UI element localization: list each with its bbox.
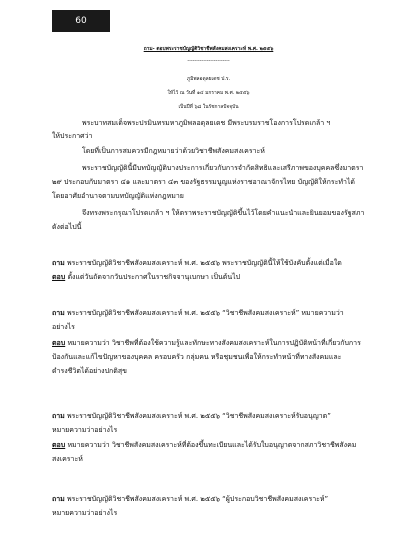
answer-block [52, 338, 361, 348]
question-label: ถาม [52, 495, 65, 503]
question-text: พระราชบัญญัติวิชาชีพสังคมสงเคราะห์ พ.ศ. ๒๕๕๖ “ผู้ประกอบวิชาชีพสังคมสงเคราะห์” [67, 495, 329, 503]
reign-year: เป็นปีที่ ๖๘ ในรัชกาลปัจจุบัน [178, 104, 239, 110]
preamble-line: จึงทรงพระกรุณาโปรดเกล้า ฯ ให้ตราพระราชบัญญัติขึ้นไว้โดยคำแนะนำและยินยอมของรัฐสภา [82, 209, 365, 217]
question-block [52, 494, 328, 504]
preamble-line: พระบาทสมเด็จพระปรมินทรมหาภูมิพลอดุลยเดช มีพระบรมราชโองการโปรดเกล้า ฯ [82, 119, 331, 127]
question-label: ถาม [52, 259, 65, 267]
question-label: ถาม [52, 412, 65, 420]
king-signature: ภูมิพลอดุลยเดช ป.ร. [186, 76, 231, 82]
answer-text: ป้องกันและแก้ไขปัญหาของบุคคล ครอบครัว กลุ่มคน หรือชุมชนเพื่อให้กระทำหน้าที่ทางสังคมและ [52, 353, 342, 361]
question-text: พระราชบัญญัติวิชาชีพสังคมสงเคราะห์ พ.ศ. ๒๕๕๖ “วิชาชีพสังคมสงเคราะห์รับอนุญาต” [67, 412, 331, 420]
answer-text: หมายความว่า วิชาชีพสังคมสงเคราะห์ที่ต้องขึ้นทะเบียนและได้รับใบอนุญาตจากสภาวิชาชีพสังคม [67, 441, 357, 449]
preamble-line: พระราชบัญญัตินี้มีบทบัญญัติบางประการเกี่ยวกับการจำกัดสิทธิและเสรีภาพของบุคคลซึ่งมาตรา [82, 164, 364, 172]
question-text: หมายความว่าอย่างไร [52, 509, 118, 517]
question-text: หมายความว่าอย่างไร [52, 426, 118, 434]
answer-block [52, 440, 356, 450]
question-text: อย่างไร [52, 323, 75, 331]
preamble-line: โดยอาศัยอำนาจตามบทบัญญัติแห่งกฎหมาย [52, 192, 184, 200]
page-number-badge: 60 [52, 10, 110, 32]
answer-label: ตอบ [52, 339, 66, 347]
answer-text: ตั้งแต่วันถัดจากวันประกาศในราชกิจจานุเบกษา เป็นต้นไป [67, 273, 241, 281]
question-block [52, 258, 342, 268]
question-label: ถาม [52, 309, 65, 317]
question-block [52, 411, 331, 421]
answer-text: ดำรงชีวิตได้อย่างปกติสุข [52, 367, 127, 375]
title-separator: ------------------------ [187, 58, 230, 64]
answer-label: ตอบ [52, 441, 66, 449]
answer-text: สงเคราะห์ [52, 455, 83, 463]
document-title: ถาม- ตอบพระราชบัญญัติวิชาชีพสังคมสงเคราะห์ พ.ศ. ๒๕๕๖ [143, 46, 274, 52]
preamble-line: ให้ประกาศว่า [52, 132, 93, 140]
given-date: ให้ไว้ ณ วันที่ ๑๔ มกราคม พ.ศ. ๒๕๕๖ [167, 90, 250, 96]
answer-text: หมายความว่า วิชาชีพที่ต้องใช้ความรู้และทักษะทางสังคมสงเคราะห์ในการปฏิบัติหน้าที่เกี่ยวกับการ [67, 339, 361, 347]
answer-label: ตอบ [52, 273, 66, 281]
question-block [52, 308, 344, 318]
answer-block [52, 272, 240, 282]
question-text: พระราชบัญญัติวิชาชีพสังคมสงเคราะห์ พ.ศ. ๒๕๕๖ “วิชาชีพสังคมสงเคราะห์” หมายความว่า [67, 309, 344, 317]
preamble-line: ดังต่อไปนี้ [52, 223, 82, 231]
preamble-line: ๒๙ ประกอบกับมาตรา ๔๑ และมาตรา ๔๓ ของรัฐธรรมนูญแห่งราชอาณาจักรไทย บัญญัติให้กระทำได้ [52, 178, 355, 186]
preamble-line: โดยที่เป็นการสมควรมีกฎหมายว่าด้วยวิชาชีพสังคมสงเคราะห์ [82, 147, 265, 155]
question-text: พระราชบัญญัติวิชาชีพสังคมสงเคราะห์ พ.ศ. ๒๕๕๖ พระราชบัญญัตินี้ให้ใช้บังคับตั้งแต่เมื่อใด [67, 259, 342, 267]
